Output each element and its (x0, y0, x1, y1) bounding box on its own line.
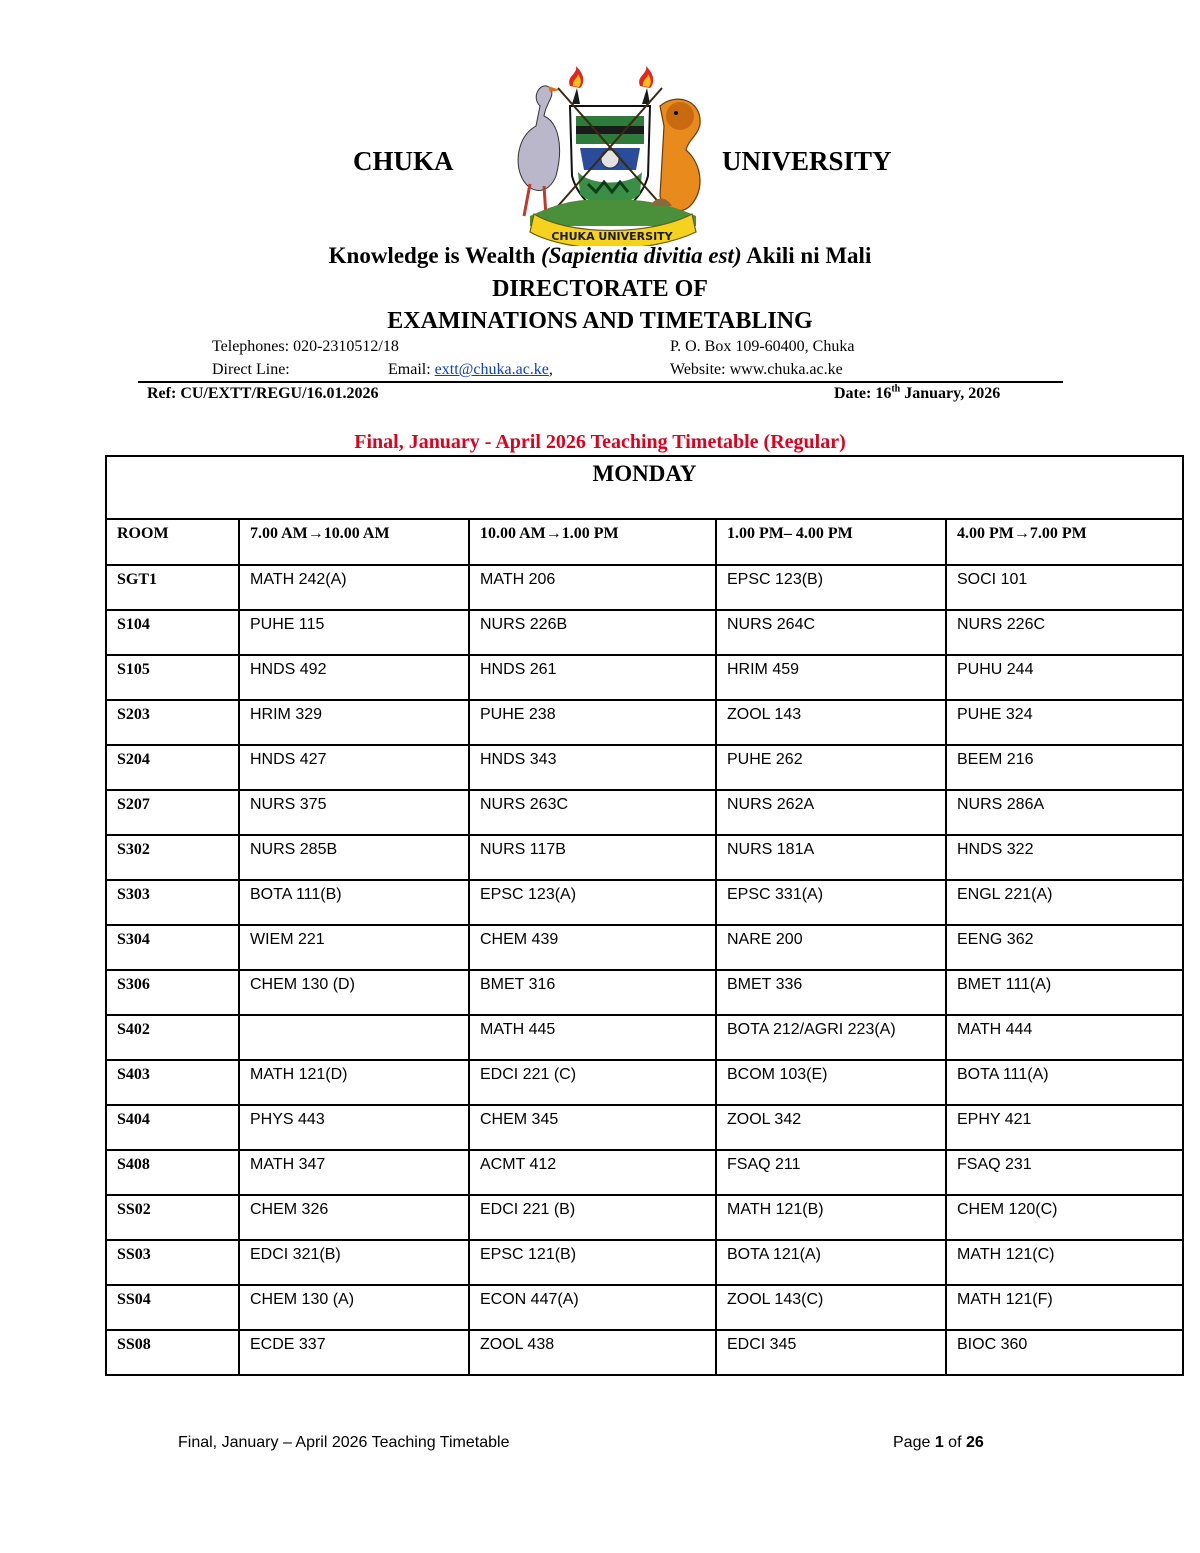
table-row (106, 970, 1183, 1015)
course-cell: CHEM 130 (D) (239, 970, 469, 1015)
table-row (106, 1330, 1183, 1375)
room-cell: S203 (106, 700, 239, 745)
course-cell: EDCI 221 (C) (469, 1060, 716, 1105)
course-cell: PUHU 244 (946, 655, 1183, 700)
column-header: 10.00 AM→1.00 PM (469, 519, 716, 565)
table-row (106, 655, 1183, 700)
document-date: Date: 16th January, 2026 (834, 383, 1001, 402)
course-cell: MATH 347 (239, 1150, 469, 1195)
table-row (106, 880, 1183, 925)
telephones-text: Telephones: 020-2310512/18 (212, 338, 399, 355)
table-row (106, 1060, 1183, 1105)
course-cell: BOTA 212/AGRI 223(A) (716, 1015, 946, 1060)
column-header-row (106, 519, 1183, 565)
course-cell: NURS 286A (946, 790, 1183, 835)
course-cell: PUHE 115 (239, 610, 469, 655)
course-cell: CHEM 439 (469, 925, 716, 970)
course-cell: NURS 117B (469, 835, 716, 880)
course-cell: MATH 121(F) (946, 1285, 1183, 1330)
course-cell: MATH 121(B) (716, 1195, 946, 1240)
course-cell: HRIM 459 (716, 655, 946, 700)
course-cell (239, 1015, 469, 1060)
course-cell: NURS 285B (239, 835, 469, 880)
room-cell: S207 (106, 790, 239, 835)
course-cell: HNDS 322 (946, 835, 1183, 880)
course-cell: EPSC 121(B) (469, 1240, 716, 1285)
course-cell: CHEM 120(C) (946, 1195, 1183, 1240)
course-cell: HNDS 343 (469, 745, 716, 790)
course-cell: CHEM 345 (469, 1105, 716, 1150)
column-header: 7.00 AM→10.00 AM (239, 519, 469, 565)
course-cell: EPSC 331(A) (716, 880, 946, 925)
column-header: ROOM (106, 519, 239, 565)
room-cell: SS08 (106, 1330, 239, 1375)
room-cell: S408 (106, 1150, 239, 1195)
course-cell: CHEM 326 (239, 1195, 469, 1240)
directorate-line-2: EXAMINATIONS AND TIMETABLING (387, 308, 813, 334)
email-block: Email: extt@chuka.ac.ke, (388, 361, 553, 378)
course-cell: ECON 447(A) (469, 1285, 716, 1330)
university-name-left: CHUKA (353, 146, 454, 176)
course-cell: NARE 200 (716, 925, 946, 970)
course-cell: NURS 263C (469, 790, 716, 835)
course-cell: PHYS 443 (239, 1105, 469, 1150)
course-cell: MATH 445 (469, 1015, 716, 1060)
course-cell: PUHE 262 (716, 745, 946, 790)
course-cell: EDCI 345 (716, 1330, 946, 1375)
course-cell: BIOC 360 (946, 1330, 1183, 1375)
course-cell: EDCI 221 (B) (469, 1195, 716, 1240)
course-cell: EPHY 421 (946, 1105, 1183, 1150)
table-row (106, 790, 1183, 835)
table-row (106, 565, 1183, 610)
university-name-right: UNIVERSITY (722, 146, 892, 176)
course-cell: ECDE 337 (239, 1330, 469, 1375)
university-crest-logo (500, 66, 720, 246)
direct-line-label: Direct Line: (212, 361, 290, 378)
course-cell: NURS 226C (946, 610, 1183, 655)
website-text: Website: www.chuka.ac.ke (670, 361, 843, 378)
table-row (106, 1240, 1183, 1285)
room-cell: S104 (106, 610, 239, 655)
university-motto: Knowledge is Wealth (Sapientia divitia est) Akili ni Mali (328, 243, 872, 268)
course-cell: NURS 375 (239, 790, 469, 835)
room-cell: S204 (106, 745, 239, 790)
course-cell: HRIM 329 (239, 700, 469, 745)
table-row (106, 1150, 1183, 1195)
table-row (106, 610, 1183, 655)
course-cell: BMET 111(A) (946, 970, 1183, 1015)
course-cell: ACMT 412 (469, 1150, 716, 1195)
course-cell: MATH 444 (946, 1015, 1183, 1060)
course-cell: BCOM 103(E) (716, 1060, 946, 1105)
timetable-caption: Final, January - April 2026 Teaching Timetable (Regular) (354, 431, 846, 453)
room-cell: S404 (106, 1105, 239, 1150)
course-cell: WIEM 221 (239, 925, 469, 970)
table-row (106, 745, 1183, 790)
po-box-text: P. O. Box 109-60400, Chuka (670, 338, 855, 355)
room-cell: S402 (106, 1015, 239, 1060)
table-row (106, 925, 1183, 970)
reference-number: Ref: CU/EXTT/REGU/16.01.2026 (147, 385, 379, 402)
course-cell: NURS 226B (469, 610, 716, 655)
course-cell: ZOOL 143(C) (716, 1285, 946, 1330)
course-cell: EENG 362 (946, 925, 1183, 970)
table-row (106, 1015, 1183, 1060)
course-cell: BMET 316 (469, 970, 716, 1015)
course-cell: BOTA 121(A) (716, 1240, 946, 1285)
room-cell: S105 (106, 655, 239, 700)
course-cell: MATH 242(A) (239, 565, 469, 610)
course-cell: PUHE 324 (946, 700, 1183, 745)
course-cell: MATH 121(C) (946, 1240, 1183, 1285)
course-cell: NURS 262A (716, 790, 946, 835)
course-cell: HNDS 492 (239, 655, 469, 700)
course-cell: SOCI 101 (946, 565, 1183, 610)
course-cell: EDCI 321(B) (239, 1240, 469, 1285)
course-cell: PUHE 238 (469, 700, 716, 745)
page-number: Page 1 of 26 (893, 1434, 984, 1451)
course-cell: EPSC 123(A) (469, 880, 716, 925)
course-cell: ZOOL 342 (716, 1105, 946, 1150)
course-cell: BOTA 111(B) (239, 880, 469, 925)
room-cell: S302 (106, 835, 239, 880)
table-row (106, 1285, 1183, 1330)
column-header: 4.00 PM→7.00 PM (946, 519, 1183, 565)
course-cell: MATH 206 (469, 565, 716, 610)
room-cell: S303 (106, 880, 239, 925)
course-cell: ZOOL 143 (716, 700, 946, 745)
room-cell: S304 (106, 925, 239, 970)
room-cell: S403 (106, 1060, 239, 1105)
timetable-table (105, 455, 1184, 1376)
course-cell: MATH 121(D) (239, 1060, 469, 1105)
room-cell: SS04 (106, 1285, 239, 1330)
table-row (106, 1105, 1183, 1150)
table-row (106, 1195, 1183, 1240)
course-cell: FSAQ 231 (946, 1150, 1183, 1195)
footer-title: Final, January – April 2026 Teaching Timetable (178, 1434, 510, 1451)
course-cell: ENGL 221(A) (946, 880, 1183, 925)
header-divider (138, 381, 1063, 383)
room-cell: SGT1 (106, 565, 239, 610)
directorate-line-1: DIRECTORATE OF (492, 276, 708, 302)
course-cell: BEEM 216 (946, 745, 1183, 790)
course-cell: FSAQ 211 (716, 1150, 946, 1195)
course-cell: ZOOL 438 (469, 1330, 716, 1375)
course-cell: BMET 336 (716, 970, 946, 1015)
course-cell: CHEM 130 (A) (239, 1285, 469, 1330)
column-header: 1.00 PM– 4.00 PM (716, 519, 946, 565)
course-cell: EPSC 123(B) (716, 565, 946, 610)
course-cell: NURS 264C (716, 610, 946, 655)
room-cell: SS03 (106, 1240, 239, 1285)
room-cell: SS02 (106, 1195, 239, 1240)
crest-banner-text: CHUKA UNIVERSITY (551, 230, 673, 243)
course-cell: HNDS 427 (239, 745, 469, 790)
email-link[interactable]: extt@chuka.ac.ke (434, 361, 549, 378)
table-row (106, 835, 1183, 880)
day-heading: MONDAY (106, 456, 1183, 519)
course-cell: NURS 181A (716, 835, 946, 880)
course-cell: BOTA 111(A) (946, 1060, 1183, 1105)
table-row (106, 700, 1183, 745)
room-cell: S306 (106, 970, 239, 1015)
course-cell: HNDS 261 (469, 655, 716, 700)
